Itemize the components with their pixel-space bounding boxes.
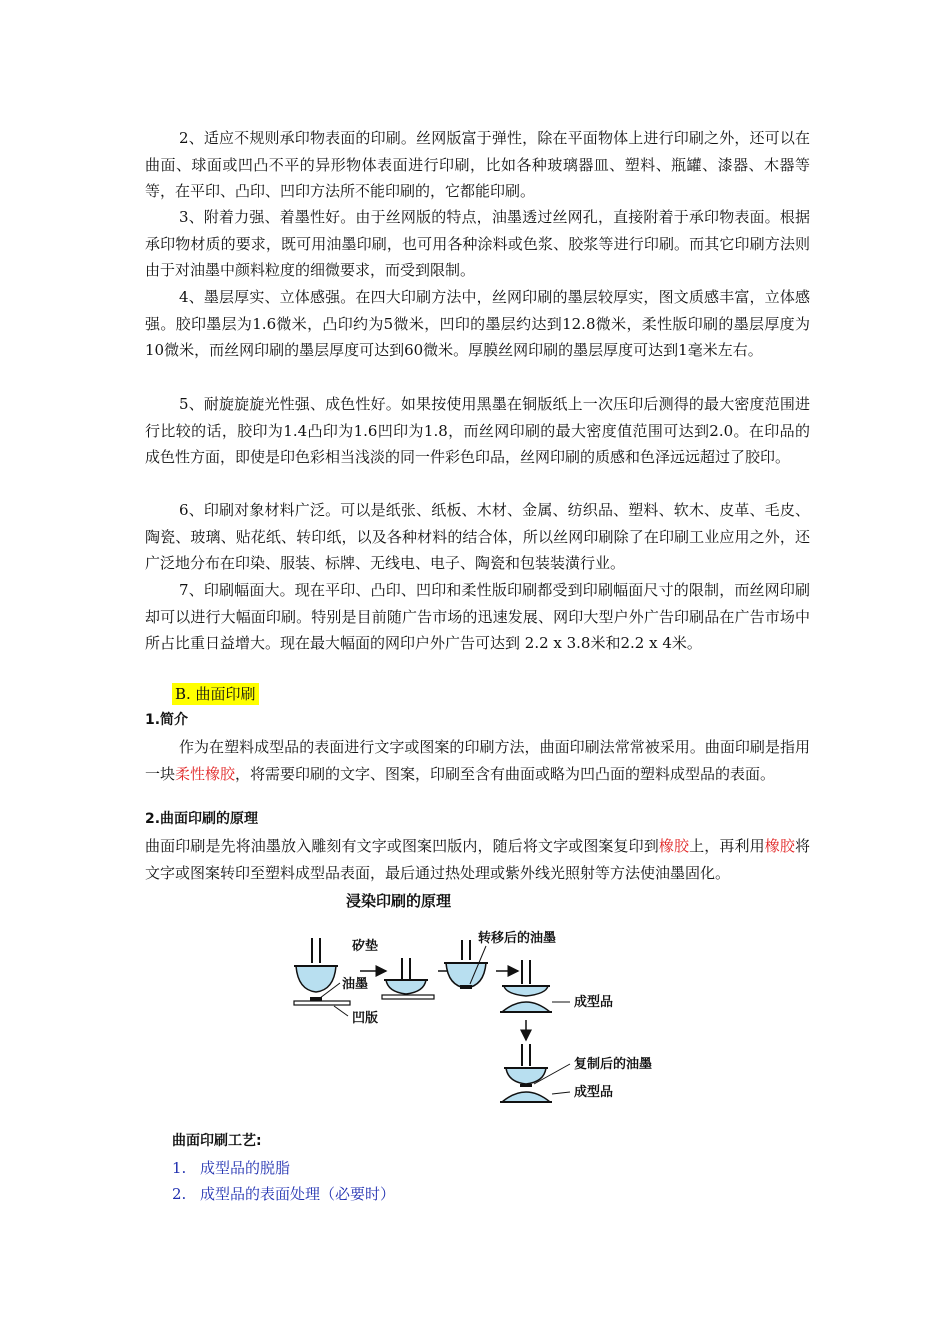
stage-pad-pressed xyxy=(382,958,434,999)
paragraph-5: 5、耐旋旋旋光性强、成色性好。如果按使用黑墨在铜版纸上一次压印后测得的最大密度范围进行比较的话，胶印为1.4凸印为1.6凹印为1.8，而丝网印刷的最大密度值范围可达到2.0。在印品的成色性方面，即使是印色彩相当浅淡的同一件彩色印品，丝网印刷的质感和色泽远远超过了胶印。 xyxy=(145,395,810,466)
intaglio-plate-shape xyxy=(294,1001,350,1005)
label-pad: 矽垫 xyxy=(352,939,379,954)
intro-paragraph xyxy=(145,734,810,787)
label-molded-1: 成型品 xyxy=(574,995,614,1010)
stage-pad-with-ink xyxy=(444,930,556,989)
step-text: 成型品的表面处理（必要时） xyxy=(200,1185,396,1203)
step-number: 2. xyxy=(172,1185,187,1203)
principle-text-3: 将文字或图案转印至塑料成型品表面，最后通过热处理或紫外线光照射等方法使油墨固化。 xyxy=(145,837,810,882)
label-plate: 凹版 xyxy=(352,1011,379,1026)
ink-mark-2 xyxy=(460,985,472,989)
silicone-pad-shape xyxy=(296,966,336,992)
label-transferred-ink: 转移后的油墨 xyxy=(478,931,557,946)
process-section xyxy=(172,1129,772,1207)
principle-highlight-2: 橡胶 xyxy=(764,837,795,855)
paragraph-3: 3、附着力强、着墨性好。由于丝网版的特点，油墨透过丝网孔，直接附着于承印物表面。根据承印物材质的要求，既可用油墨印刷，也可用各种涂料或色浆、胶浆等进行印刷。而其它印刷方法则由于对油墨中颜料粒度的细微要求，而受到限制。 xyxy=(145,208,810,279)
label-molded-2: 成型品 xyxy=(574,1085,614,1100)
paragraph-7: 7、印刷幅面大。现在平印、凸印、凹印和柔性版印刷都受到印刷幅面尺寸的限制，而丝网印刷却可以进行大幅面印刷。特别是目前随广告市场的迅速发展、网印大型户外广告印刷品在广告市场中所占比重日益增大。现在最大幅面的网印户外广告可达到 2.2 x 3.8米和2.2 x 4米。 xyxy=(145,581,810,652)
paragraph-2: 2、适应不规则承印物表面的印刷。丝网版富于弹性，除在平面物体上进行印刷之外，还可以在曲面、球面或凹凸不平的异形物体表面进行印刷，比如各种玻璃器皿、塑料、瓶罐、漆器、木器等等，在平印、凸印、凹印方法所不能印刷的，它都能印刷。 xyxy=(145,129,810,200)
principle-paragraph xyxy=(145,833,810,886)
paragraph-6: 6、印刷对象材料广泛。可以是纸张、纸板、木材、金属、纺织品、塑料、软木、皮革、毛皮、陶瓷、玻璃、贴花纸、转印纸，以及各种材料的结合体，所以丝网印刷除了在印刷工业应用之外，还广泛地分布在印染、服装、标牌、无线电、电子、陶瓷和包装装潢行业。 xyxy=(145,501,810,572)
principle-highlight-1: 橡胶 xyxy=(658,837,690,855)
paragraph-4: 4、墨层厚实、立体感强。在四大印刷方法中，丝网印刷的墨层较厚实，图文质感丰富，立体感强。胶印墨层为1.6微米，凸印约为5微米，凹印的墨层约达到12.8微米，柔性版印刷的墨层厚度为10微米，而丝网印刷的墨层厚度可达到60微米。厚膜丝网印刷的墨层厚度可达到1毫米左右。 xyxy=(145,288,810,359)
process-heading: 曲面印刷工艺: xyxy=(172,1133,262,1149)
stage-pad-over-plate xyxy=(294,938,378,1026)
pad-printing-diagram xyxy=(290,888,660,1108)
process-step-2 xyxy=(172,1181,772,1207)
ink-mark-3 xyxy=(520,1084,532,1087)
principle-text-2: 上，再利用 xyxy=(689,837,765,855)
molded-product-shape-2 xyxy=(502,1092,550,1102)
process-step-1 xyxy=(172,1155,772,1181)
step-text: 成型品的脱脂 xyxy=(200,1159,291,1177)
intro-text-after: ，将需要印刷的文字、图案，印刷至含有曲面或略为凹凸面的塑料成型品的表面。 xyxy=(235,764,776,783)
section-heading-curved-printing: B. 曲面印刷 xyxy=(172,683,259,705)
principle-text-1: 曲面印刷是先将油墨放入雕刻有文字或图案凹版内，随后将文字或图案复印到 xyxy=(145,837,659,855)
label-ink: 油墨 xyxy=(342,977,369,992)
principle-heading: 2.曲面印刷的原理 xyxy=(145,811,259,827)
intro-section xyxy=(145,708,810,787)
intro-heading: 1.简介 xyxy=(145,712,189,728)
label-copied-ink: 复制后的油墨 xyxy=(574,1057,653,1072)
molded-product-shape-1 xyxy=(502,1002,550,1012)
stage-print-on-product xyxy=(500,960,613,1012)
diagram-title: 浸染印刷的原理 xyxy=(346,892,452,910)
stage-result xyxy=(500,1044,652,1102)
step-number: 1. xyxy=(172,1159,187,1177)
intro-highlight: 柔性橡胶 xyxy=(175,764,236,783)
intro-text-before: 作为在塑料成型品的表面进行文字或图案的印刷方法，曲面印刷法常常被采用。曲面印刷是指用一块 xyxy=(145,738,810,783)
principle-section xyxy=(145,807,810,886)
